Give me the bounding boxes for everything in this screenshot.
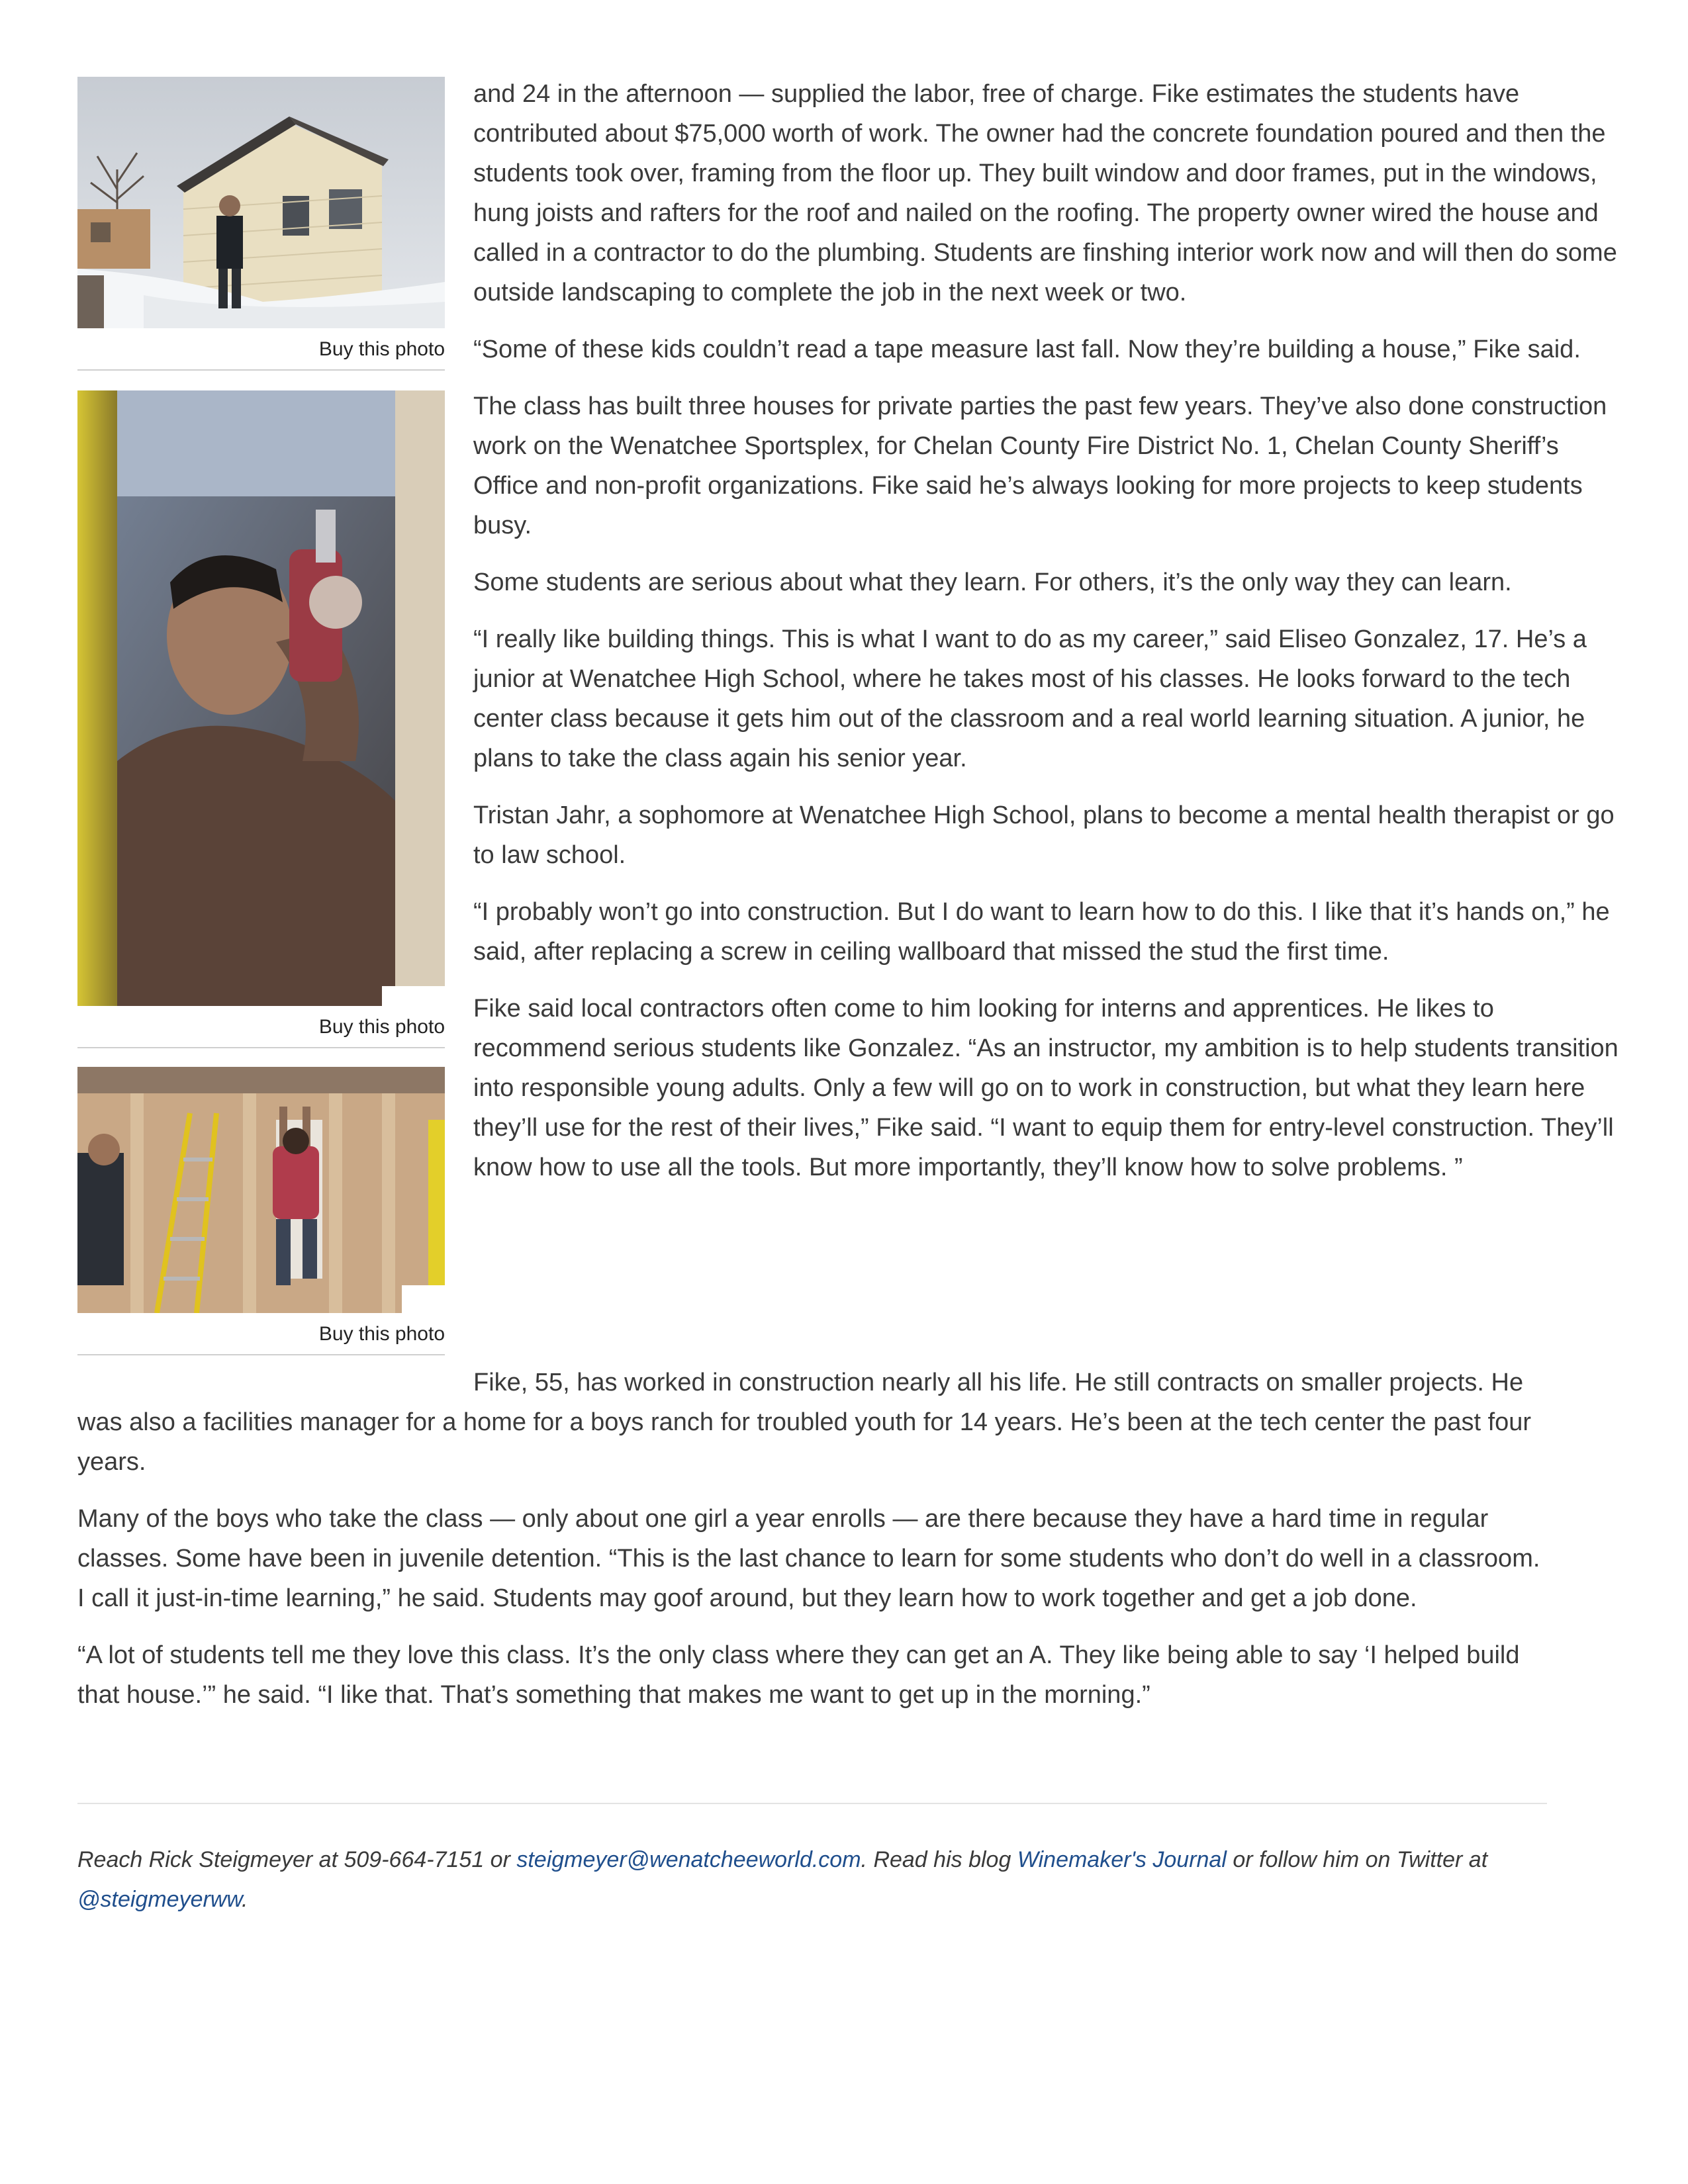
author-email-link[interactable]: steigmeyer@wenatcheeworld.com	[516, 1847, 861, 1872]
article-paragraph: Fike, 55, has worked in construction nearly all his life. He still contracts on smaller projects. He was also a facilities manager for a home for a boys ranch for troubled youth for 14 years. He’s been at the tech center the past four years.	[77, 1369, 1532, 1476]
footer-text: or follow him on Twitter at	[1226, 1847, 1488, 1872]
footer-divider	[77, 1803, 1547, 1804]
photo-divider	[77, 1047, 445, 1048]
article-paragraph: The class has built three houses for private parties the past few years. They’ve also done construction work on the Wenatchee Sportsplex, for Chelan County Fire District No. 1, Chelan County Sheriff’s Office and non-profit organizations. Fike said he’s always looking for more projects to keep students busy.	[473, 392, 1607, 539]
author-footer	[77, 1840, 1554, 1919]
photo-divider	[77, 369, 445, 371]
house-photo[interactable]	[77, 77, 445, 328]
blog-link[interactable]: Winemaker's Journal	[1017, 1847, 1227, 1872]
photo-divider	[77, 1354, 445, 1355]
article-paragraph: “I probably won’t go into construction. But I do want to learn how to do this. I like that it’s hands on,” he said, after replacing a screw in ceiling wallboard that missed the stud the first time.	[473, 898, 1610, 966]
footer-text: .	[242, 1887, 248, 1912]
article-paragraph: Fike said local contractors often come to him looking for interns and apprentices. He likes to recommend serious students like Gonzalez. “As an instructor, my ambition is to help students transition into responsible young adults. Only a few will go on to work in construction, but what they learn here they’ll use for the rest of their lives,” Fike said. “I want to equip them for entry-level construction. They’ll know how to use all the tools. But more importantly, they’ll know how to solve problems. ”	[473, 995, 1618, 1181]
article-paragraph: Some students are serious about what they learn. For others, it’s the only way they can learn.	[473, 569, 1512, 596]
article-paragraph: and 24 in the afternoon — supplied the labor, free of charge. Fike estimates the students have contributed about $75,000 worth of work. The owner had the concrete foundation poured and then the students took over, framing from the floor up. They built window and door frames, put in the windows, hung joists and rafters for the roof and nailed on the roofing. The property owner wired the house and called in a contractor to do the plumbing. Students are finshing interior work now and will then do some outside landscaping to complete the job in the next week or two.	[473, 80, 1617, 306]
photo-block-beam	[77, 1067, 445, 1355]
article-paragraph: “A lot of students tell me they love this class. It’s the only class where they can get an A. They like being able to say ‘I helped build that house.’” he said. “I like that. That’s something that makes me want to get up in the morning.”	[77, 1641, 1520, 1709]
footer-text: . Read his blog	[861, 1847, 1017, 1872]
twitter-link[interactable]: @steigmeyerww	[77, 1887, 242, 1912]
beam-photo[interactable]	[77, 1067, 445, 1313]
article-paragraph: Many of the boys who take the class — only about one girl a year enrolls — are there because they have a hard time in regular classes. Some have been in juvenile detention. “This is the last chance to learn for some students who don’t do well in a classroom. I call it just-in-time learning,” he said. Students may goof around, but they learn how to work together and get a job done.	[77, 1505, 1540, 1612]
buy-photo-link[interactable]: Buy this photo	[318, 1016, 445, 1038]
drill-photo[interactable]	[77, 390, 445, 1006]
photo-block-house	[77, 77, 445, 371]
buy-photo-link[interactable]: Buy this photo	[318, 1323, 445, 1345]
photo-block-drill	[77, 390, 445, 1048]
buy-photo-link[interactable]: Buy this photo	[318, 338, 445, 360]
article-paragraph: Tristan Jahr, a sophomore at Wenatchee High School, plans to become a mental health therapist or go to law school.	[473, 801, 1615, 869]
article-paragraph: “I really like building things. This is what I want to do as my career,” said Eliseo Gonzalez, 17. He’s a junior at Wenatchee High School, where he takes most of his classes. He looks forward to the tech center class because it gets him out of the classroom and a real world learning situation. A junior, he plans to take the class again his senior year.	[473, 625, 1587, 772]
article-body-full	[77, 1363, 1554, 1732]
article-paragraph: “Some of these kids couldn’t read a tape measure last fall. Now they’re building a house,” Fike said.	[473, 336, 1581, 363]
article-body-column	[473, 74, 1625, 1205]
footer-text: Reach Rick Steigmeyer at 509-664-7151 or	[77, 1847, 517, 1872]
